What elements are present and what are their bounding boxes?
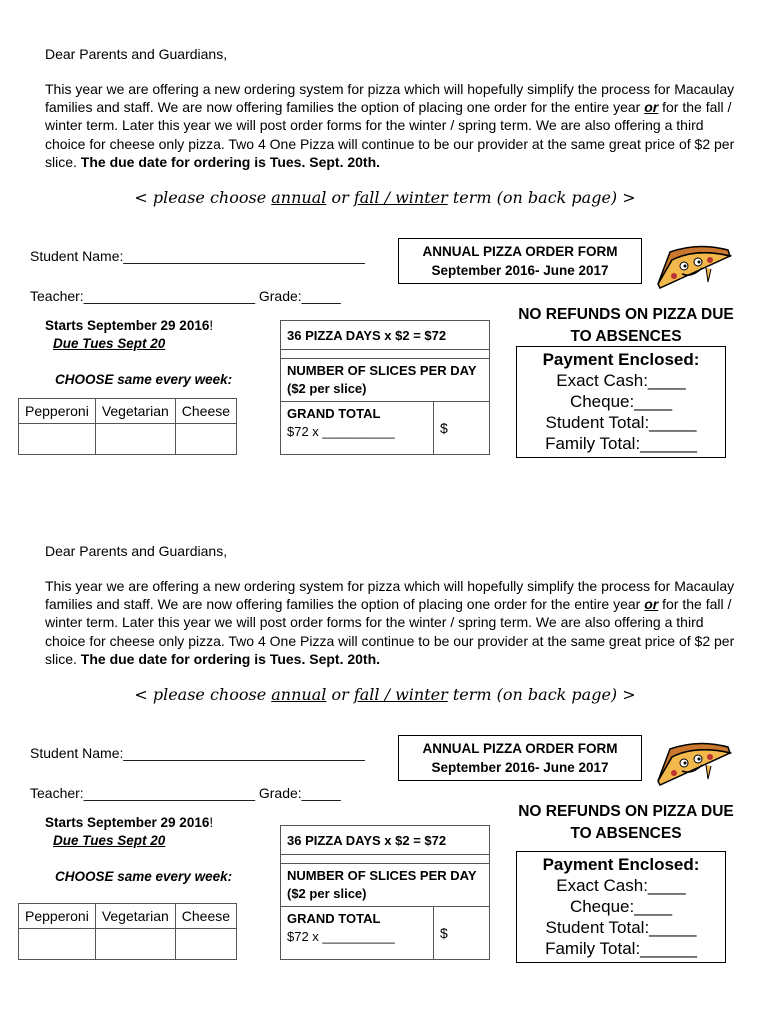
greeting: Dear Parents and Guardians,: [45, 543, 228, 559]
starts-excl: !: [209, 815, 214, 830]
payment-box: [516, 346, 726, 458]
letter-paragraph: [45, 577, 735, 668]
payment-title: Payment Enclosed:: [542, 855, 700, 874]
grand-total-amount[interactable]: $: [434, 907, 490, 960]
starts-excl: !: [209, 318, 214, 333]
grand-total-amount[interactable]: $: [434, 402, 490, 455]
starts-date: [45, 815, 213, 830]
grand-total-label: GRAND TOTAL: [287, 911, 381, 926]
spacer: [281, 350, 490, 359]
choose-or: or: [326, 685, 354, 704]
vegetarian-entry[interactable]: [95, 424, 175, 455]
grand-total-cell[interactable]: [281, 907, 434, 960]
grand-total-formula: $72 x __________: [287, 929, 395, 944]
para-part-2: for the fall / winter term. Later this year we will post order forms for the winter / spring term. We are also offering a third choice for cheese only pizza. Two 4 One Pizza will continue to be our provider at the same great price of $2 per slice.: [45, 99, 735, 170]
topping-table: [18, 903, 237, 960]
due-date: Due Tues Sept 20: [53, 336, 166, 351]
family-total-field[interactable]: Family Total:______: [545, 939, 697, 958]
order-form-title: ANNUAL PIZZA ORDER FORM: [422, 741, 618, 756]
order-form-copy-2: [0, 497, 770, 997]
para-or: or: [644, 596, 659, 613]
pepperoni-entry[interactable]: [19, 424, 96, 455]
cheese-entry[interactable]: [175, 424, 236, 455]
pepperoni-entry[interactable]: [19, 929, 96, 960]
slices-per-day-label: NUMBER OF SLICES PER DAY ($2 per slice): [281, 864, 490, 907]
topping-cheese: Cheese: [175, 399, 236, 424]
choose-prefix: < please choose: [134, 685, 272, 704]
choose-fall-winter: fall / winter: [353, 188, 448, 207]
topping-pepperoni: Pepperoni: [19, 399, 96, 424]
student-total-field[interactable]: Student Total:_____: [545, 413, 697, 432]
para-part-1: This year we are offering a new ordering system for pizza which will hopefully simplify the process for Macaulay families and staff. We are now offering families the option of placing one order for the entire year: [45, 578, 735, 613]
cheque-field[interactable]: Cheque:____: [569, 392, 673, 411]
order-form-copy-1: [0, 0, 770, 500]
choose-term-line: [0, 685, 770, 704]
no-refunds-notice: NO REFUNDS ON PIZZA DUE TO ABSENCES: [518, 803, 734, 842]
due-date-sentence: The due date for ordering is Tues. Sept. 20th.: [80, 153, 381, 170]
para-part-2: for the fall / winter term. Later this year we will post order forms for the winter / spring term. We are also offering a third choice for cheese only pizza. Two 4 One Pizza will continue to be our provider at the same great price of $2 per slice.: [45, 596, 735, 667]
pizza-days-header: 36 PIZZA DAYS x $2 = $72: [281, 321, 490, 350]
grand-total-cell[interactable]: [281, 402, 434, 455]
pizza-slice-icon: [648, 238, 734, 294]
family-total-field[interactable]: Family Total:______: [545, 434, 697, 453]
starts-label: Starts September 29 2016: [45, 318, 210, 333]
topping-vegetarian: Vegetarian: [95, 399, 175, 424]
pizza-days-table: [280, 825, 490, 960]
grand-total-formula: $72 x __________: [287, 424, 395, 439]
starts-date: [45, 318, 213, 333]
para-part-1: This year we are offering a new ordering system for pizza which will hopefully simplify the process for Macaulay families and staff. We are now offering families the option of placing one order for the entire year: [45, 81, 735, 116]
para-or: or: [644, 99, 659, 116]
exact-cash-field[interactable]: Exact Cash:____: [556, 876, 686, 895]
choose-same-label: CHOOSE same every week:: [55, 372, 233, 387]
student-name-field[interactable]: Student Name:_______________________________: [30, 248, 365, 264]
choose-or: or: [326, 188, 354, 207]
grand-total-label: GRAND TOTAL: [287, 406, 381, 421]
order-form-title-box: [398, 238, 642, 284]
exact-cash-field[interactable]: Exact Cash:____: [556, 371, 686, 390]
greeting: Dear Parents and Guardians,: [45, 46, 228, 62]
teacher-grade-field[interactable]: Teacher:______________________ Grade:_____: [30, 785, 341, 801]
order-form-title-box: [398, 735, 642, 781]
topping-cheese: Cheese: [175, 904, 236, 929]
topping-vegetarian: Vegetarian: [95, 904, 175, 929]
cheque-field[interactable]: Cheque:____: [569, 897, 673, 916]
topping-pepperoni: Pepperoni: [19, 904, 96, 929]
choose-term: term: [447, 685, 497, 704]
teacher-grade-field[interactable]: Teacher:______________________ Grade:_____: [30, 288, 341, 304]
choose-note: (on back page) >: [496, 188, 636, 207]
choose-same-label: CHOOSE same every week:: [55, 869, 233, 884]
choose-fall-winter: fall / winter: [353, 685, 448, 704]
pizza-days-table: [280, 320, 490, 455]
choose-term: term: [447, 188, 497, 207]
vegetarian-entry[interactable]: [95, 929, 175, 960]
student-total-field[interactable]: Student Total:_____: [545, 918, 697, 937]
pizza-slice-icon: [648, 735, 734, 791]
payment-box: [516, 851, 726, 963]
order-form-period: September 2016- June 2017: [431, 760, 609, 775]
letter-paragraph: [45, 80, 735, 171]
choose-term-line: [0, 188, 770, 207]
choose-prefix: < please choose: [134, 188, 272, 207]
order-form-title: ANNUAL PIZZA ORDER FORM: [422, 244, 618, 259]
choose-note: (on back page) >: [496, 685, 636, 704]
order-form-period: September 2016- June 2017: [431, 263, 609, 278]
topping-table: [18, 398, 237, 455]
student-name-field[interactable]: Student Name:_______________________________: [30, 745, 365, 761]
starts-label: Starts September 29 2016: [45, 815, 210, 830]
pizza-days-header: 36 PIZZA DAYS x $2 = $72: [281, 826, 490, 855]
cheese-entry[interactable]: [175, 929, 236, 960]
no-refunds-notice: NO REFUNDS ON PIZZA DUE TO ABSENCES: [518, 306, 734, 345]
due-date: Due Tues Sept 20: [53, 833, 166, 848]
due-date-sentence: The due date for ordering is Tues. Sept. 20th.: [80, 650, 381, 667]
payment-title: Payment Enclosed:: [542, 350, 700, 369]
slices-per-day-label: NUMBER OF SLICES PER DAY ($2 per slice): [281, 359, 490, 402]
choose-annual: annual: [271, 188, 327, 207]
choose-annual: annual: [271, 685, 327, 704]
spacer: [281, 855, 490, 864]
